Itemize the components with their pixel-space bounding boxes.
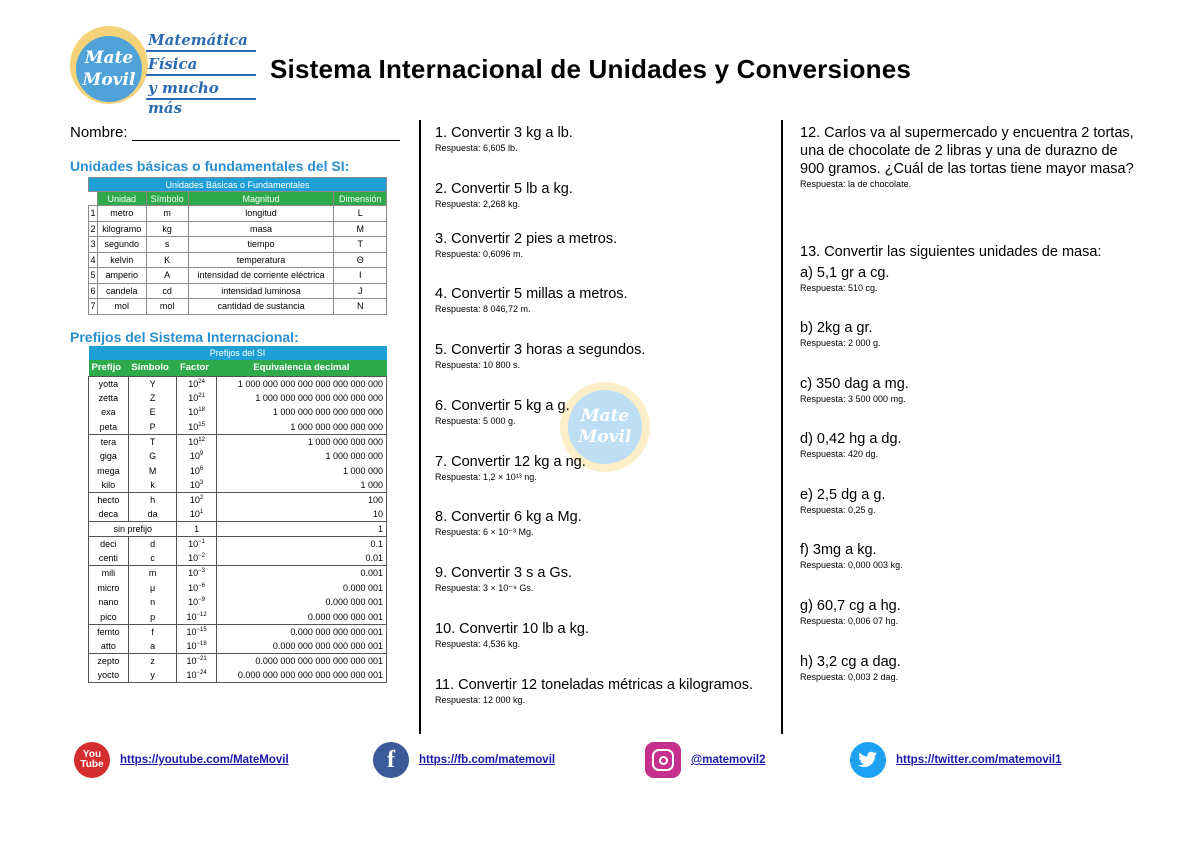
factor-cell — [177, 595, 216, 610]
prefix-cell: zetta — [89, 391, 129, 406]
decimal-cell: 100 — [216, 493, 386, 508]
factor-cell — [177, 493, 216, 508]
table-cell: masa — [188, 221, 334, 237]
problem-answer: Respuesta: 3 500 000 mg. — [800, 394, 906, 404]
factor-exponent: −15 — [196, 626, 207, 633]
problem-answer: Respuesta: 0,000 003 kg. — [800, 560, 903, 570]
factor-exponent: −2 — [198, 553, 205, 560]
table-row — [89, 449, 387, 464]
table-row — [89, 206, 387, 222]
table-row — [89, 376, 387, 391]
table-row — [89, 653, 387, 668]
prefix-cell: femto — [89, 624, 129, 639]
problem-question: c) 350 dag a mg. — [800, 376, 909, 392]
problem-answer: Respuesta: 1,2 × 10¹³ ng. — [435, 472, 537, 482]
symbol-cell: z — [128, 653, 177, 668]
factor-base: 10 — [188, 407, 199, 418]
problem-9 — [435, 564, 765, 594]
problem-13-item — [800, 264, 889, 294]
factor-exponent: −6 — [198, 582, 205, 589]
factor-exponent: 9 — [199, 451, 204, 458]
factor-cell — [177, 580, 216, 595]
twitter-icon — [850, 742, 886, 778]
problem-answer: Respuesta: 2,268 kg. — [435, 199, 521, 209]
youtube-link[interactable]: https://youtube.com/MateMovil — [120, 754, 289, 766]
problem-13-item — [800, 430, 902, 460]
problem-answer: Respuesta: 510 cg. — [800, 283, 878, 293]
problem-13-item — [800, 319, 881, 349]
table-cell: mol — [146, 299, 188, 315]
column-header: Magnitud — [188, 192, 334, 206]
factor-cell — [177, 449, 216, 464]
factor-base: 10 — [189, 480, 200, 491]
table-row — [89, 624, 387, 639]
factor-base: 10 — [188, 539, 199, 550]
prefix-cell: pico — [89, 610, 129, 625]
factor-exponent: 3 — [199, 480, 204, 487]
prefix-cell: tera — [89, 434, 129, 449]
column-header: Prefijo — [89, 360, 129, 376]
problem-4 — [435, 285, 765, 315]
symbol-cell: m — [128, 566, 177, 581]
table-cell: metro — [98, 206, 147, 222]
column-header: Símbolo — [128, 360, 177, 376]
factor-base: 10 — [188, 421, 199, 432]
symbol-cell: n — [128, 595, 177, 610]
footer-instagram — [645, 742, 766, 778]
table-cell: kg — [146, 221, 188, 237]
problem-question: 2. Convertir 5 lb a kg. — [435, 181, 573, 197]
factor-exponent: 24 — [198, 378, 205, 385]
prefix-heading: Prefijos del Sistema Internacional: — [70, 329, 299, 345]
table-row — [89, 610, 387, 625]
factor-base: 10 — [186, 626, 197, 637]
facebook-link[interactable]: https://fb.com/matemovil — [419, 754, 556, 766]
prefix-cell: centi — [89, 551, 129, 566]
problem-13-title — [800, 243, 1101, 261]
table-cell: J — [334, 283, 387, 299]
table-row — [89, 522, 387, 537]
problem-3 — [435, 230, 765, 260]
table-row — [89, 434, 387, 449]
factor-base: 10 — [189, 465, 200, 476]
table-cell: temperatura — [188, 252, 334, 268]
logo-badge — [70, 26, 148, 104]
factor-base: 10 — [186, 655, 197, 666]
symbol-cell: G — [128, 449, 177, 464]
prefix-cell: deca — [89, 507, 129, 522]
problem-question: e) 2,5 dg a g. — [800, 487, 886, 503]
problem-13-item — [800, 486, 885, 516]
factor-exponent: 15 — [198, 421, 205, 428]
logo — [70, 22, 250, 117]
factor-base: 10 — [188, 392, 199, 403]
factor-base: 10 — [189, 509, 200, 520]
table-row — [89, 391, 387, 406]
column-header: Factor — [177, 360, 216, 376]
decimal-cell: 0.000 000 000 000 000 000 001 — [216, 653, 386, 668]
factor-exponent: −9 — [198, 597, 205, 604]
symbol-cell: E — [128, 405, 177, 420]
footer-twitter — [850, 742, 1062, 778]
prefix-cell: kilo — [89, 478, 129, 493]
prefix-cell: yocto — [89, 668, 129, 683]
symbol-cell: da — [128, 507, 177, 522]
table-cell: intensidad luminosa — [188, 283, 334, 299]
table-row — [89, 299, 387, 315]
decimal-cell: 0.01 — [216, 551, 386, 566]
problem-question: 9. Convertir 3 s a Gs. — [435, 565, 572, 581]
problem-8 — [435, 508, 765, 538]
prefix-cell: peta — [89, 420, 129, 435]
table-cell: mol — [98, 299, 147, 315]
problem-answer: Respuesta: 6 × 10⁻³ Mg. — [435, 527, 534, 537]
symbol-cell: Z — [128, 391, 177, 406]
decimal-cell: 1 000 000 — [216, 464, 386, 479]
symbol-cell: μ — [128, 580, 177, 595]
problem-12 — [800, 124, 1140, 190]
factor-cell — [177, 551, 216, 566]
table-row — [89, 420, 387, 435]
problem-13-item — [800, 375, 909, 405]
decimal-cell: 1 — [216, 522, 386, 537]
table-row — [89, 237, 387, 253]
row-number: 3 — [89, 237, 98, 253]
row-number: 6 — [89, 283, 98, 299]
factor-base: 10 — [186, 611, 197, 622]
factor-cell — [177, 507, 216, 522]
youtube-icon — [74, 742, 110, 778]
logo-badge-line2: Movil — [82, 70, 136, 90]
table-cell: segundo — [98, 237, 147, 253]
name-field — [70, 124, 400, 141]
logo-text-line3: y mucho más — [146, 78, 256, 100]
table-cell: N — [334, 299, 387, 315]
factor-cell — [177, 639, 216, 654]
factor-exponent: −12 — [196, 611, 207, 618]
problem-question: 12. Carlos va al supermercado y encuentra 2 tortas, una de chocolate de 2 libras y una de durazno de 900 gramos. ¿Cuál de las tortas tiene mayor masa? — [800, 125, 1134, 177]
prefix-cell: giga — [89, 449, 129, 464]
problem-question: 5. Convertir 3 horas a segundos. — [435, 342, 646, 358]
problem-question: g) 60,7 cg a hg. — [800, 598, 901, 614]
factor-exponent: −24 — [196, 669, 207, 676]
factor-exponent: −1 — [198, 539, 205, 546]
table-row — [89, 566, 387, 581]
table-row — [89, 478, 387, 493]
problem-2 — [435, 180, 765, 210]
problem-answer: Respuesta: 10 800 s. — [435, 360, 521, 370]
factor-cell — [177, 391, 216, 406]
instagram-icon — [645, 742, 681, 778]
instagram-link[interactable]: @matemovil2 — [691, 754, 766, 766]
decimal-cell: 0.000 000 000 000 000 000 000 001 — [216, 668, 386, 683]
prefix-cell: atto — [89, 639, 129, 654]
table-row — [89, 405, 387, 420]
table-cell: m — [146, 206, 188, 222]
factor-base: 10 — [186, 669, 197, 680]
row-number: 7 — [89, 299, 98, 315]
factor-base: 10 — [189, 451, 200, 462]
table-row — [89, 537, 387, 552]
decimal-cell: 0.000 001 — [216, 580, 386, 595]
problem-question: 13. Convertir las siguientes unidades de masa: — [800, 244, 1102, 260]
factor-exponent: −3 — [198, 568, 205, 575]
table-cell: Θ — [334, 252, 387, 268]
column-divider — [781, 120, 783, 734]
decimal-cell: 1 000 000 000 000 000 000 000 000 — [216, 376, 386, 391]
watermark-line2: Movil — [578, 427, 632, 447]
problem-question: 6. Convertir 5 kg a g. — [435, 398, 570, 414]
problem-question: 4. Convertir 5 millas a metros. — [435, 286, 628, 302]
decimal-cell: 1 000 000 000 — [216, 449, 386, 464]
table-cell: M — [334, 221, 387, 237]
factor-cell — [177, 653, 216, 668]
factor-cell — [177, 610, 216, 625]
decimal-cell: 1 000 000 000 000 000 000 000 — [216, 391, 386, 406]
problem-answer: Respuesta: 0,003 2 dag. — [800, 672, 899, 682]
decimal-cell: 0.000 000 000 000 000 001 — [216, 639, 386, 654]
factor-exponent: −18 — [196, 640, 207, 647]
symbol-cell: M — [128, 464, 177, 479]
table-row — [89, 464, 387, 479]
symbol-cell: p — [128, 610, 177, 625]
factor-exponent: 1 — [199, 509, 204, 516]
decimal-cell: 0.000 000 001 — [216, 595, 386, 610]
logo-text-line1: Matemática — [146, 30, 256, 52]
table-row — [89, 639, 387, 654]
factor-cell — [177, 464, 216, 479]
table-cell: amperio — [98, 268, 147, 284]
problem-7 — [435, 453, 765, 483]
symbol-cell: c — [128, 551, 177, 566]
factor-base: 10 — [186, 640, 197, 651]
factor-base: 10 — [188, 436, 199, 447]
row-number: 1 — [89, 206, 98, 222]
problem-question: f) 3mg a kg. — [800, 542, 877, 558]
table-cell: cantidad de sustancia — [188, 299, 334, 315]
table-cell: candela — [98, 283, 147, 299]
table-row — [89, 507, 387, 522]
prefix-cell: hecto — [89, 493, 129, 508]
factor-exponent: 6 — [199, 465, 204, 472]
factor-exponent: 2 — [199, 495, 204, 502]
symbol-cell: h — [128, 493, 177, 508]
column-header: Equivalencia decimal — [216, 360, 386, 376]
problem-answer: Respuesta: 0,006 07 hg. — [800, 616, 899, 626]
problem-answer: Respuesta: 3 × 10⁻⁹ Gs. — [435, 583, 534, 593]
prefix-cell: deci — [89, 537, 129, 552]
problem-question: 7. Convertir 12 kg a ng. — [435, 454, 586, 470]
table-cell: tiempo — [188, 237, 334, 253]
symbol-cell: T — [128, 434, 177, 449]
table-cell: s — [146, 237, 188, 253]
problem-5 — [435, 341, 765, 371]
factor-exponent: 18 — [198, 407, 205, 414]
table-row — [89, 493, 387, 508]
decimal-cell: 1 000 000 000 000 — [216, 434, 386, 449]
column-header: Dimensión — [334, 192, 387, 206]
problem-13-item — [800, 597, 901, 627]
factor-base: 10 — [188, 378, 199, 389]
factor-base: 10 — [188, 553, 199, 564]
decimal-cell: 0.1 — [216, 537, 386, 552]
factor-base: 10 — [188, 597, 199, 608]
column-header: Símbolo — [146, 192, 188, 206]
table-cell: kelvin — [98, 252, 147, 268]
row-number: 5 — [89, 268, 98, 284]
problem-answer: Respuesta: 0,25 g. — [800, 505, 876, 515]
prefix-cell: sin prefijo — [89, 522, 177, 537]
column-divider — [419, 120, 421, 734]
symbol-cell: a — [128, 639, 177, 654]
table-cell: K — [146, 252, 188, 268]
prefix-cell: mili — [89, 566, 129, 581]
problem-answer: Respuesta: 4,536 kg. — [435, 639, 521, 649]
factor-cell — [177, 420, 216, 435]
factor-exponent: 21 — [198, 392, 205, 399]
factor-cell: 1 — [177, 522, 216, 537]
table-row — [89, 268, 387, 284]
name-blank-line[interactable] — [132, 126, 400, 141]
factor-cell — [177, 376, 216, 391]
problem-answer: Respuesta: 12 000 kg. — [435, 695, 526, 705]
factor-exponent: −21 — [196, 655, 207, 662]
table-row — [89, 580, 387, 595]
row-number: 4 — [89, 252, 98, 268]
base-units-caption: Unidades Básicas o Fundamentales — [89, 178, 387, 192]
table-cell: cd — [146, 283, 188, 299]
factor-cell — [177, 405, 216, 420]
decimal-cell: 0.000 000 000 001 — [216, 610, 386, 625]
problem-question: 3. Convertir 2 pies a metros. — [435, 231, 618, 247]
watermark-line1: Mate — [580, 406, 630, 426]
prefix-caption: Prefijos del SI — [89, 346, 387, 360]
problem-answer: Respuesta: 5 000 g. — [435, 416, 516, 426]
problem-10 — [435, 620, 765, 650]
logo-badge-line1: Mate — [84, 48, 134, 68]
problem-question: d) 0,42 hg a dg. — [800, 431, 902, 447]
decimal-cell: 1 000 000 000 000 000 — [216, 420, 386, 435]
table-cell: kilogramo — [98, 221, 147, 237]
table-cell: intensidad de corriente eléctrica — [188, 268, 334, 284]
table-cell: L — [334, 206, 387, 222]
symbol-cell: Y — [128, 376, 177, 391]
symbol-cell: d — [128, 537, 177, 552]
si-prefix-table — [88, 346, 387, 683]
prefix-cell: micro — [89, 580, 129, 595]
column-header: Unidad — [98, 192, 147, 206]
factor-cell — [177, 566, 216, 581]
decimal-cell: 10 — [216, 507, 386, 522]
prefix-cell: mega — [89, 464, 129, 479]
table-row — [89, 551, 387, 566]
factor-cell — [177, 478, 216, 493]
problem-answer: Respuesta: 8 046,72 m. — [435, 304, 531, 314]
factor-cell — [177, 537, 216, 552]
problem-answer: Respuesta: 6,605 lb. — [435, 143, 518, 153]
table-cell: A — [146, 268, 188, 284]
table-row — [89, 668, 387, 683]
table-cell: I — [334, 268, 387, 284]
problem-13-item — [800, 653, 901, 683]
row-number: 2 — [89, 221, 98, 237]
base-units-table — [88, 177, 387, 315]
decimal-cell: 0.000 000 000 000 001 — [216, 624, 386, 639]
problem-1 — [435, 124, 765, 154]
youtube-icon-text1: You — [82, 749, 102, 760]
problem-question: a) 5,1 gr a cg. — [800, 265, 890, 281]
units-heading: Unidades básicas o fundamentales del SI: — [70, 158, 350, 174]
table-row — [89, 595, 387, 610]
problem-6 — [435, 397, 765, 427]
problem-answer: Respuesta: 420 dg. — [800, 449, 879, 459]
table-row — [89, 221, 387, 237]
factor-cell — [177, 434, 216, 449]
prefix-cell: exa — [89, 405, 129, 420]
footer-youtube — [74, 742, 289, 778]
name-label: Nombre: — [70, 124, 128, 141]
prefix-cell: zepto — [89, 653, 129, 668]
facebook-icon: f — [373, 742, 409, 778]
factor-cell — [177, 668, 216, 683]
table-row — [89, 252, 387, 268]
problem-question: 8. Convertir 6 kg a Mg. — [435, 509, 582, 525]
table-row — [89, 283, 387, 299]
decimal-cell: 1 000 — [216, 478, 386, 493]
problem-question: h) 3,2 cg a dag. — [800, 654, 901, 670]
factor-cell — [177, 624, 216, 639]
symbol-cell: y — [128, 668, 177, 683]
factor-base: 10 — [188, 568, 199, 579]
problem-question: b) 2kg a gr. — [800, 320, 873, 336]
youtube-icon-text2: Tube — [80, 759, 104, 770]
logo-text-line2: Física — [146, 54, 256, 76]
problem-question: 11. Convertir 12 toneladas métricas a kilogramos. — [435, 677, 754, 693]
problem-answer: Respuesta: 0,6096 m. — [435, 249, 524, 259]
symbol-cell: f — [128, 624, 177, 639]
problem-11 — [435, 676, 765, 706]
problem-question: 10. Convertir 10 lb a kg. — [435, 621, 589, 637]
page-title: Sistema Internacional de Unidades y Conversiones — [270, 54, 912, 84]
prefix-cell: nano — [89, 595, 129, 610]
problem-13-item — [800, 541, 903, 571]
table-cell: T — [334, 237, 387, 253]
decimal-cell: 0.001 — [216, 566, 386, 581]
factor-exponent: 12 — [198, 436, 205, 443]
table-cell: longitud — [188, 206, 334, 222]
symbol-cell: k — [128, 478, 177, 493]
symbol-cell: P — [128, 420, 177, 435]
factor-base: 10 — [188, 582, 199, 593]
problem-answer: Respuesta: la de chocolate. — [800, 179, 912, 189]
problem-question: 1. Convertir 3 kg a lb. — [435, 125, 573, 141]
footer-facebook — [373, 742, 555, 778]
decimal-cell: 1 000 000 000 000 000 000 — [216, 405, 386, 420]
twitter-link[interactable]: https://twitter.com/matemovil1 — [896, 754, 1062, 766]
factor-base: 10 — [189, 495, 200, 506]
prefix-cell: yotta — [89, 376, 129, 391]
problem-answer: Respuesta: 2 000 g. — [800, 338, 881, 348]
